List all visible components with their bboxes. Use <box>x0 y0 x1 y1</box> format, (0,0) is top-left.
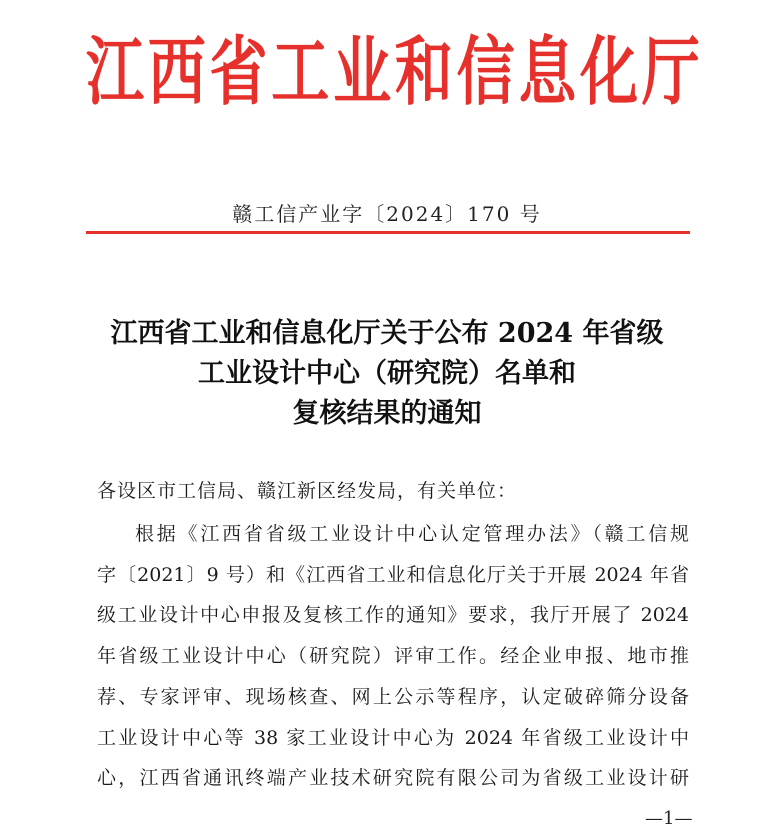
issuer-char: 息 <box>518 28 577 116</box>
title-line: 工业设计中心（研究院）名单和 <box>198 358 576 389</box>
page-number: —1— <box>645 808 693 829</box>
issuer-char: 和 <box>394 28 453 116</box>
body-line: 级工业设计中心申报及复核工作的通知》要求，我厅开展了 2024 <box>97 604 689 626</box>
body-line: 荐、专家评审、现场核查、网上公示等程序，认定破碎筛分设备 <box>97 686 689 708</box>
document-title <box>60 314 714 434</box>
body-line: 根据《江西省省级工业设计中心认定管理办法》（赣工信规 <box>135 523 689 545</box>
issuer-char: 西 <box>147 28 206 116</box>
issuer-char: 业 <box>333 28 392 116</box>
title-line: 江西省工业和信息化厅关于公布 2024 年省级 <box>110 318 664 349</box>
issuer-char: 化 <box>580 28 639 116</box>
issuer-char: 省 <box>209 28 268 116</box>
issuer-char: 厅 <box>641 28 700 116</box>
salutation: 各设区市工信局、赣江新区经发局，有关单位： <box>97 480 518 502</box>
body-line: 字〔2021〕9 号）和《江西省工业和信息化厅关于开展 2024 年省 <box>97 564 689 586</box>
red-divider-line <box>86 231 690 234</box>
issuer-char: 信 <box>456 28 515 116</box>
body-line: 心，江西省通讯终端产业技术研究院有限公司为省级工业设计研 <box>97 767 689 789</box>
body-line: 年省级工业设计中心（研究院）评审工作。经企业申报、地市推 <box>97 645 689 667</box>
title-line: 复核结果的通知 <box>292 398 482 429</box>
issuer-char: 工 <box>271 28 330 116</box>
document-number: 赣工信产业字〔2024〕170 号 <box>232 202 542 226</box>
body-line: 工业设计中心等 38 家工业设计中心为 2024 年省级工业设计中 <box>97 727 689 749</box>
issuer-header <box>86 22 700 122</box>
issuer-char: 江 <box>86 28 145 116</box>
